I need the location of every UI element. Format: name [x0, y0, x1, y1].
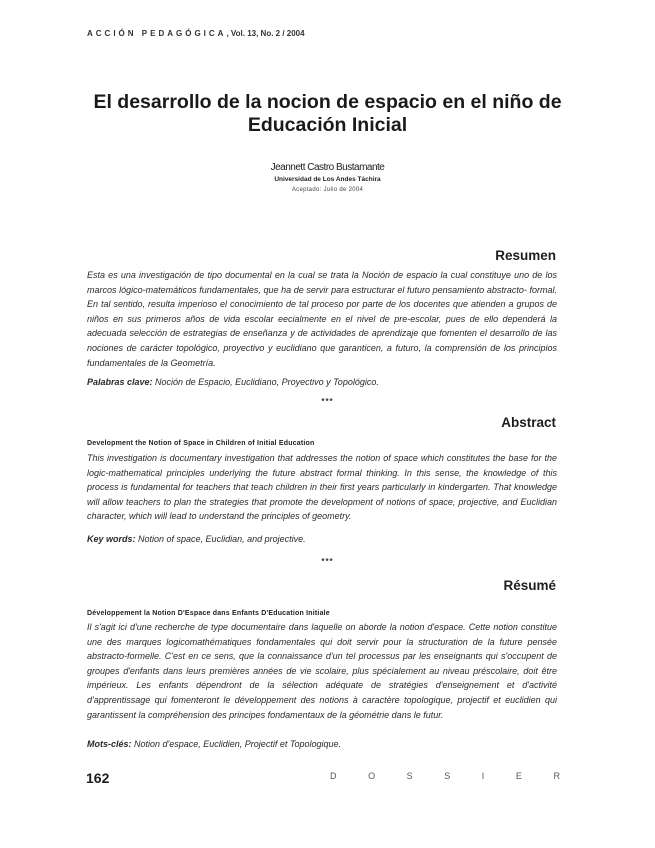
volume-info: , Vol. 13, No. 2 / 2004 [226, 29, 305, 38]
abstract-text: This investigation is documentary investigation that addresses the notion of space which constitutes the base for the logic-mathematical principles underlying the future abstract formal thinking. In this sense, the knowledge of this process is fundamental for teachers that teach children in their first years particularly in kindergarten. That knowledge will allow teachers to plan the strategies that promote the development of notions of space, projective, and Euclidian character, which will lead to understand the principles of geometry. [87, 453, 557, 522]
section-letter: S [444, 771, 451, 781]
resumen-text: Esta es una investigación de tipo documental en la cual se trata la Noción de espacio la cual constituye uno de los marcos lógico-matemáticos fundamentales, que ha de servir para estructurar el futuro pensamiento abstracto- formal. En tal sentido, resulta imperioso el conocimiento de tal proceso por parte de los docentes que atienden a grupos de niños en sus primeros años de vida escolar eecialmente en el nivel de pre-escolar, pues de ello dependerá la adecuada selección de estrategias de enseñanza y de actividades de aprendizaje que fomenten el desarrollo de las nociones de carácter topológico, proyectivo y euclidiano que garanticen, a futuro, la comprensión de los principios fundamentales de la Geometría. [87, 270, 557, 368]
abstract-subtitle: Development the Notion of Space in Children of Initial Education [87, 440, 315, 447]
separator: *** [321, 557, 334, 566]
resume-keywords-label: Mots-clés: [87, 739, 132, 749]
resumen-keywords [87, 377, 557, 387]
section-letter: E [515, 771, 522, 781]
resume-subtitle: Développement la Notion D'Espace dans Enfants D'Education Initiale [87, 610, 330, 617]
resume-heading: Résumé [503, 578, 556, 593]
separator: *** [321, 397, 334, 406]
abstract-keywords [87, 534, 557, 544]
resumen-heading: Resumen [495, 248, 556, 263]
section-letter: I [481, 771, 485, 781]
abstract-keywords-label: Key words: [87, 534, 136, 544]
abstract-keywords-value: Notion of space, Euclidian, and projective. [135, 534, 306, 544]
abstract-heading: Abstract [501, 415, 556, 430]
resume-text: Il s'agit ici d'une recherche de type documentaire dans laquelle on aborde la notion d'espace. Cette notion constitue une des marques logicomathématiques fondamentales qui doit servir pour la structuration de la future pensée abstracto-formelle. C'est en ce sens, que la connaissance d'un tel processus par les enseignants qui s'occupent de groupes d'enfants dans leurs premières années de vie scolaire, plus spécialement au niveau préscolaire, doit être impérieux. Les enfants dépendront de la sélection adéquate de stratégies d'enseignement et d'activité d'apprentissage qui fomenteront le développement des notions à caractère topologique, projectif et euclidien qui garantissent la compréhension des principes fondamentaux de la géométrie dans le futur. [87, 622, 557, 720]
section-letter: D [330, 771, 337, 781]
resumen-keywords-label: Palabras clave: [87, 377, 153, 387]
resume-keywords [87, 739, 557, 749]
section-letter: O [368, 771, 376, 781]
journal-name: ACCIÓN PEDAGÓGICA [87, 29, 227, 38]
resume-keywords-value: Notion d'espace, Euclidien, Projectif et Topologique. [131, 739, 342, 749]
accepted-date: Aceptado: Julio de 2004 [291, 187, 364, 193]
section-letter: S [406, 771, 413, 781]
page-number: 162 [86, 770, 110, 786]
running-head [87, 29, 305, 38]
article-title: El desarrollo de la nocion de espacio en el niño de Educación Inicial [93, 91, 562, 136]
author-name: Jeannett Castro Bustamante [270, 162, 385, 173]
section-label-dossier [330, 771, 560, 781]
author-affiliation: Universidad de Los Andes Táchira [274, 176, 381, 183]
section-letter: R [553, 771, 560, 781]
resumen-keywords-value: Noción de Espacio, Euclidiano, Proyectivo y Topológico. [152, 377, 379, 387]
